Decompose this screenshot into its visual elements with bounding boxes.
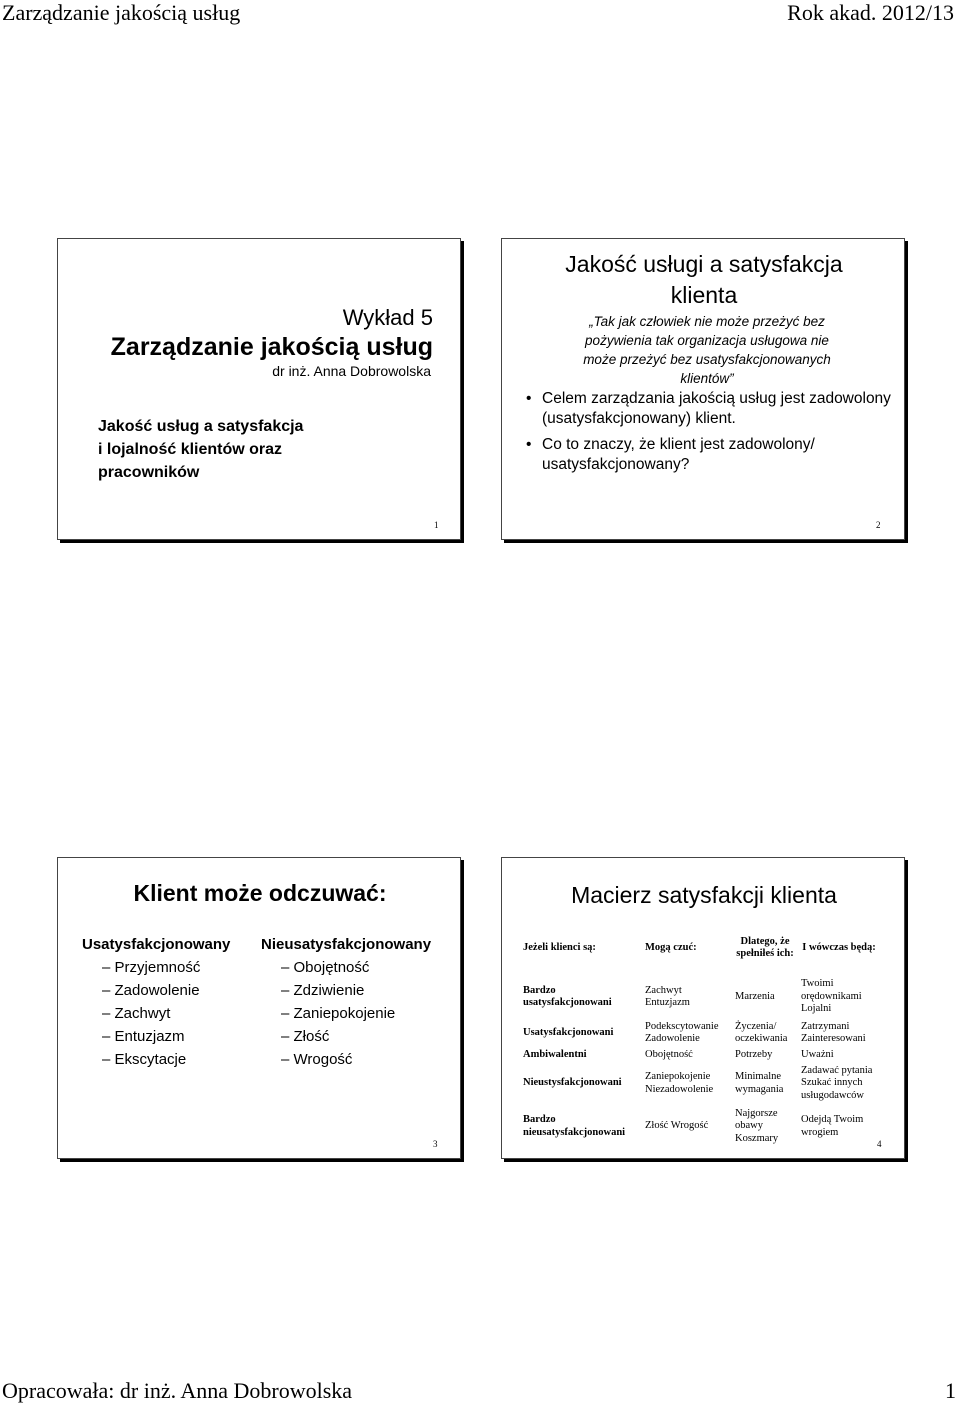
table-cell: Nieustysfakcjonowani bbox=[523, 1077, 622, 1089]
item-text: Wrogość bbox=[293, 1051, 353, 1068]
title-line: klienta bbox=[670, 282, 738, 308]
dissatisfied-column bbox=[261, 933, 431, 1071]
column-header: I wówczas będą: bbox=[802, 941, 876, 953]
table-row bbox=[520, 1105, 880, 1149]
table-cell: Minimalne wymagania bbox=[735, 1071, 784, 1095]
bullet-item bbox=[524, 389, 894, 429]
table-cell: Uważni bbox=[801, 1049, 834, 1060]
satisfied-column bbox=[82, 933, 230, 1071]
slide-4-title: Macierz satysfakcji klienta bbox=[571, 882, 837, 908]
table-cell: Bardzo usatysfakcjonowani bbox=[523, 984, 612, 1008]
table-cell: Najgorsze obawy Koszmary bbox=[735, 1107, 779, 1144]
table-cell: Odejdą Twoim wrogiem bbox=[801, 1114, 864, 1138]
dash: – bbox=[102, 1028, 111, 1045]
slide-1-title: Zarządzanie jakością usług bbox=[110, 333, 433, 361]
dash: – bbox=[102, 959, 111, 976]
slide-2-title bbox=[502, 249, 906, 311]
subtitle-line: i lojalność klientów oraz bbox=[98, 441, 283, 458]
item-text: Obojętność bbox=[293, 959, 370, 976]
column-header: Mogą czuć: bbox=[645, 941, 697, 953]
table-row bbox=[520, 1018, 880, 1048]
item-text: Zadowolenie bbox=[114, 982, 200, 999]
slide-number: 2 bbox=[876, 520, 881, 530]
subtitle-line: pracowników bbox=[98, 464, 200, 481]
dash: – bbox=[281, 959, 290, 976]
table-cell: Twoimi orędownikami Lojalni bbox=[801, 978, 862, 1015]
dash: – bbox=[281, 1051, 290, 1068]
table-cell: Marzenia bbox=[735, 990, 775, 1002]
table-cell: Ambiwalentni bbox=[523, 1049, 587, 1060]
dash: – bbox=[281, 982, 290, 999]
item-text: Zdziwienie bbox=[293, 982, 365, 999]
page-footer-number: 1 bbox=[945, 1378, 956, 1403]
list-item bbox=[82, 1048, 230, 1071]
page-header-title: Zarządzanie jakością usług bbox=[2, 0, 241, 25]
table-cell: Złość Wrogość bbox=[645, 1120, 709, 1132]
item-text: Zaniepokojenie bbox=[293, 1005, 396, 1022]
list-item bbox=[82, 979, 230, 1002]
column-header: Dlatego, że spełniłeś ich: bbox=[736, 935, 794, 959]
slide-1-subtitle bbox=[98, 415, 303, 484]
dash: – bbox=[281, 1028, 290, 1045]
bullet-list bbox=[524, 389, 894, 481]
quote-line: klientów” bbox=[680, 371, 734, 386]
bullet-text: Celem zarządzania jakością usług jest zadowolony (usatysfakcjonowany) klient. bbox=[542, 390, 891, 427]
subtitle-line: Jakość usług a satysfakcja bbox=[98, 418, 304, 435]
list-item bbox=[261, 979, 431, 1002]
table-cell: Usatysfakcjonowani bbox=[523, 1026, 614, 1038]
bullet-icon: • bbox=[526, 436, 532, 453]
table-header-row bbox=[520, 920, 880, 976]
item-text: Przyjemność bbox=[114, 959, 201, 976]
page-footer-author: Opracowała: dr inż. Anna Dobrowolska bbox=[2, 1378, 353, 1403]
list-item bbox=[82, 956, 230, 979]
quote-line: może przeżyć bez usatysfakcjonowanych bbox=[583, 352, 831, 367]
list-item bbox=[82, 1025, 230, 1048]
page-header-year: Rok akad. 2012/13 bbox=[787, 0, 954, 25]
list-item bbox=[261, 1025, 431, 1048]
slide-1 bbox=[57, 238, 461, 540]
bullet-text: Co to znaczy, że klient jest zadowolony/ usatysfakcjonowany? bbox=[542, 436, 815, 473]
table-cell: Podekscytowanie Zadowolenie bbox=[645, 1020, 719, 1044]
slide-1-author: dr inż. Anna Dobrowolska bbox=[272, 363, 431, 379]
column-heading: Nieusatysfakcjonowany bbox=[261, 936, 432, 953]
table-cell: Zadawać pytania Szukać innych usługodawców bbox=[801, 1064, 873, 1101]
dash: – bbox=[281, 1005, 290, 1022]
list-item bbox=[82, 1002, 230, 1025]
list-item bbox=[261, 956, 431, 979]
table-cell: Zatrzymani Zainteresowani bbox=[801, 1020, 866, 1044]
slide-number: 4 bbox=[877, 1139, 882, 1149]
slide-number: 3 bbox=[433, 1139, 438, 1149]
list-item bbox=[261, 1048, 431, 1071]
slide-3 bbox=[57, 857, 461, 1159]
item-text: Ekscytacje bbox=[114, 1051, 187, 1068]
item-text: Złość bbox=[293, 1028, 330, 1045]
slide-3-title: Klient może odczuwać: bbox=[133, 880, 387, 906]
item-text: Entuzjazm bbox=[114, 1028, 185, 1045]
item-text: Zachwyt bbox=[114, 1005, 171, 1022]
table-row bbox=[520, 976, 880, 1018]
table-cell: Bardzo nieusatysfakcjonowani bbox=[523, 1114, 626, 1138]
table-cell: Obojętność bbox=[645, 1049, 693, 1060]
quote-line: „Tak jak człowiek nie może przeżyć bez bbox=[589, 314, 825, 329]
slide-number: 1 bbox=[434, 520, 439, 530]
lecture-number: Wykład 5 bbox=[342, 305, 433, 330]
table-cell: Zachwyt Entuzjazm bbox=[645, 984, 690, 1008]
quote-line: pożywienia tak organizacja usługowa nie bbox=[585, 333, 829, 348]
table-cell: Potrzeby bbox=[735, 1049, 773, 1060]
column-header: Jeżeli klienci są: bbox=[523, 941, 596, 953]
slide-4 bbox=[501, 857, 905, 1159]
list-item bbox=[261, 1002, 431, 1025]
table-row bbox=[520, 1063, 880, 1105]
satisfaction-matrix bbox=[520, 920, 880, 1149]
slide-2 bbox=[501, 238, 905, 540]
dash: – bbox=[102, 1005, 111, 1022]
bullet-item bbox=[524, 435, 894, 475]
column-heading: Usatysfakcjonowany bbox=[82, 936, 231, 953]
bullet-icon: • bbox=[526, 390, 532, 407]
dash: – bbox=[102, 1051, 111, 1068]
quote bbox=[542, 312, 872, 388]
dash: – bbox=[102, 982, 111, 999]
table-row bbox=[520, 1048, 880, 1063]
table-cell: Życzenia/ oczekiwania bbox=[735, 1020, 788, 1044]
title-line: Jakość usługi a satysfakcja bbox=[565, 251, 843, 277]
table-cell: Zaniepokojenie Niezadowolenie bbox=[645, 1071, 714, 1095]
